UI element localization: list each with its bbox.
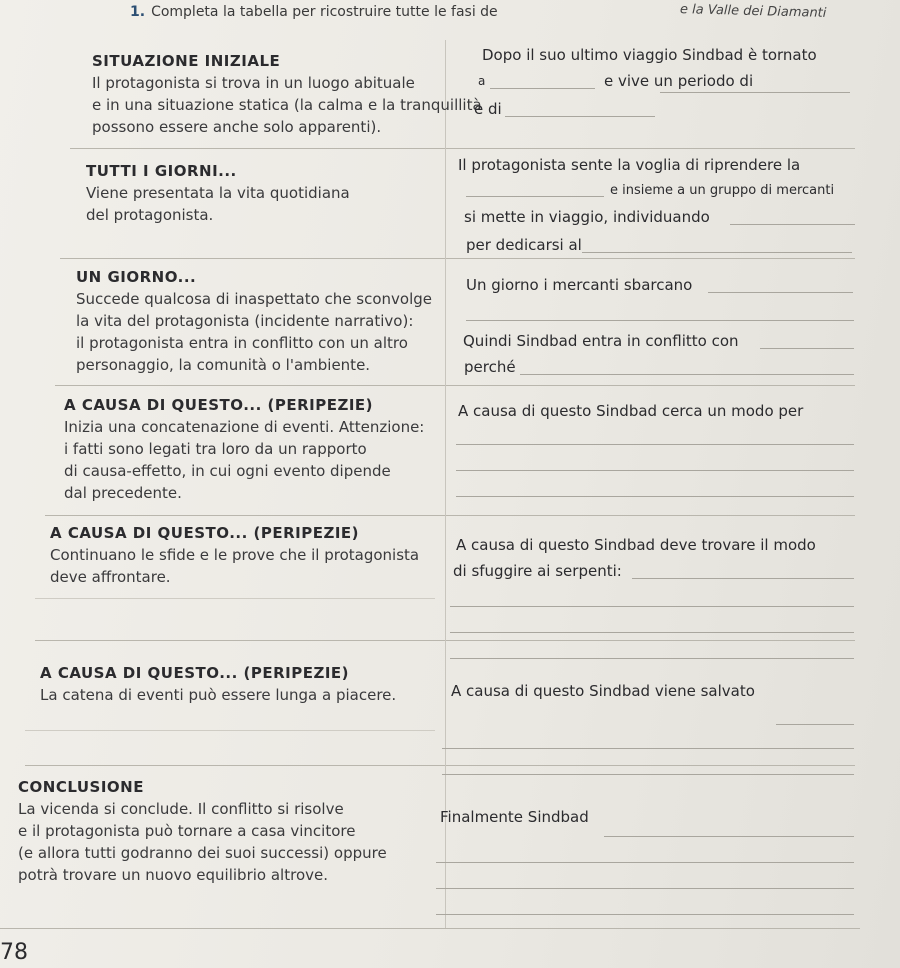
prompt-text: Il protagonista sente la voglia di riprendere la: [458, 156, 801, 174]
row-description-line: la vita del protagonista (incidente narrativo):: [76, 312, 414, 330]
row-description-line: La catena di eventi può essere lunga a piacere.: [40, 686, 397, 704]
row-situazione-iniziale: [92, 50, 482, 138]
answer-blank[interactable]: [505, 116, 655, 117]
prompt-text: perché: [464, 358, 516, 376]
prompt-text: Quindi Sindbad entra in conflitto con: [463, 332, 739, 350]
exercise-number: 1.: [130, 4, 146, 20]
row-description-line: dal precedente.: [64, 484, 182, 502]
left-guide-line: [35, 598, 435, 599]
row-description-line: La vicenda si conclude. Il conflitto si risolve: [18, 800, 344, 818]
story-title-fragment: e la Valle dei Diamanti: [679, 2, 827, 21]
prompt-text: e insieme a un gruppo di mercanti: [610, 183, 835, 198]
answer-blank[interactable]: [660, 92, 850, 93]
row-description-line: e il protagonista può tornare a casa vincitore: [18, 822, 356, 840]
row-divider: [70, 148, 855, 149]
row-divider: [0, 928, 860, 929]
answer-blank[interactable]: [776, 724, 854, 725]
answer-blank[interactable]: [450, 606, 854, 607]
row-divider: [60, 258, 855, 259]
row-heading: TUTTI I GIORNI...: [86, 162, 237, 180]
row-description-line: personaggio, la comunità o l'ambiente.: [76, 356, 371, 374]
answer-blank[interactable]: [730, 224, 855, 225]
answer-blank[interactable]: [436, 914, 854, 915]
row-description-line: Il protagonista si trova in un luogo abituale: [92, 74, 415, 92]
row-description-line: Inizia una concatenazione di eventi. Attenzione:: [64, 418, 425, 436]
row-divider: [25, 765, 855, 766]
answer-blank[interactable]: [520, 374, 854, 375]
row-description-line: del protagonista.: [86, 206, 214, 224]
answer-blank[interactable]: [466, 196, 604, 197]
prompt-text: a: [478, 74, 486, 88]
row-divider: [55, 385, 855, 386]
row-description-line: e in una situazione statica (la calma e la tranquillità: [92, 96, 482, 114]
left-guide-line: [25, 730, 435, 731]
row-conclusione: [18, 776, 448, 886]
answer-blank[interactable]: [456, 470, 854, 471]
row-peripezie-3: [40, 662, 450, 706]
prompt-text: di sfuggire ai serpenti:: [453, 562, 622, 580]
answer-blank[interactable]: [442, 774, 854, 775]
row-description-line: di causa-effetto, in cui ogni evento dipende: [64, 462, 391, 480]
prompt-text: A causa di questo Sindbad deve trovare il modo: [456, 536, 816, 554]
prompt-text: Finalmente Sindbad: [440, 808, 589, 826]
prompt-text: A causa di questo Sindbad viene salvato: [451, 682, 755, 700]
answer-blank[interactable]: [436, 888, 854, 889]
row-description-line: il protagonista entra in conflitto con un altro: [76, 334, 408, 352]
row-un-giorno: [76, 266, 446, 376]
answer-blank[interactable]: [708, 292, 853, 293]
row-heading: A CAUSA DI QUESTO... (PERIPEZIE): [64, 396, 374, 414]
prompt-text: per dedicarsi al: [466, 236, 582, 254]
row-description-line: possono essere anche solo apparenti).: [92, 118, 382, 136]
prompt-text: e vive un periodo di: [604, 72, 754, 90]
answer-blank[interactable]: [456, 444, 854, 445]
answer-blank[interactable]: [456, 496, 854, 497]
prompt-text: A causa di questo Sindbad cerca un modo per: [458, 402, 804, 420]
prompt-text: Dopo il suo ultimo viaggio Sindbad è tornato: [482, 46, 817, 64]
row-heading: A CAUSA DI QUESTO... (PERIPEZIE): [50, 524, 360, 542]
answer-blank[interactable]: [604, 836, 854, 837]
answer-blank[interactable]: [632, 578, 854, 579]
row-heading: CONCLUSIONE: [18, 778, 144, 796]
answer-blank[interactable]: [466, 320, 854, 321]
row-peripezie-2: [50, 522, 450, 588]
answer-blank[interactable]: [450, 632, 854, 633]
row-description-line: deve affrontare.: [50, 568, 171, 586]
page-number: 78: [0, 940, 28, 965]
row-divider: [45, 515, 855, 516]
answer-blank[interactable]: [490, 88, 595, 89]
answer-blank[interactable]: [582, 252, 852, 253]
row-description-line: Succede qualcosa di inaspettato che sconvolge: [76, 290, 432, 308]
row-description-line: Viene presentata la vita quotidiana: [86, 184, 350, 202]
prompt-text: Un giorno i mercanti sbarcano: [466, 276, 693, 294]
row-heading: UN GIORNO...: [76, 268, 197, 286]
row-description-line: potrà trovare un nuovo equilibrio altrove.: [18, 866, 328, 884]
answer-blank[interactable]: [760, 348, 854, 349]
answer-blank[interactable]: [450, 658, 854, 659]
row-description-line: i fatti sono legati tra loro da un rapporto: [64, 440, 367, 458]
row-tutti-i-giorni: [86, 160, 446, 226]
answer-blank[interactable]: [442, 748, 854, 749]
prompt-text: si mette in viaggio, individuando: [464, 208, 710, 226]
row-peripezie-1: [64, 394, 444, 504]
row-heading: A CAUSA DI QUESTO... (PERIPEZIE): [40, 664, 350, 682]
prompt-text: e di: [474, 100, 502, 118]
row-description-line: (e allora tutti godranno dei suoi successi) oppure: [18, 844, 387, 862]
answer-blank[interactable]: [436, 862, 854, 863]
row-heading: SITUAZIONE INIZIALE: [92, 52, 281, 70]
row-description-line: Continuano le sfide e le prove che il protagonista: [50, 546, 420, 564]
exercise-text: Completa la tabella per ricostruire tutte le fasi de: [151, 4, 498, 20]
